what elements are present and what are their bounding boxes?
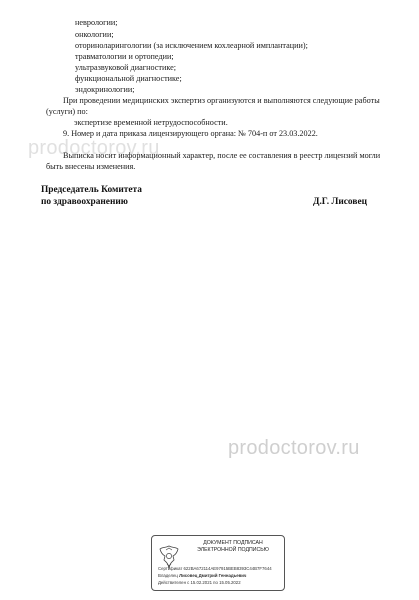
stamp-title [188,540,278,554]
list-item: ультразвуковой диагностике; [75,63,177,72]
stamp-owner-line [158,573,246,579]
stamp-title-line-2: ЭЛЕКТРОННОЙ ПОДПИСЬЮ [197,547,269,553]
signatory-position-line-1: Председатель Комитета [41,185,142,195]
expertise-paragraph-line-2: (услуги) по: [46,107,88,116]
list-item: травматологии и ортопедии; [75,52,174,61]
list-item: онкологии; [75,30,114,39]
list-item: неврологии; [75,18,118,27]
list-item: функциональной диагностике; [75,74,182,83]
list-item: эндокринологии; [75,85,135,94]
list-item: оториноларингологии (за исключением кохлеарной имплантации); [75,41,308,50]
stamp-validity: Действителен с 15.02.2021 по 15.05.2022 [158,580,241,585]
signatory-position-line-2: по здравоохранению [41,197,128,207]
signatory-name: Д.Г. Лисовец [313,197,368,207]
stamp-owner-label: Владелец [158,573,178,578]
expertise-item: экспертизе временной нетрудоспособности. [74,118,228,127]
stamp-owner: Лисовец Дмитрий Геннадьевич [179,573,247,578]
electronic-signature-stamp [151,535,285,591]
watermark-top: prodoctorov.ru [28,137,160,159]
watermark-bottom: prodoctorov.ru [228,437,360,459]
note-line-1: Выписка носит информационный характер, после ее составления в реестр лицензий могли [63,151,381,160]
stamp-certificate: Сертификат 622BA672114AE97915BEB8393C44B7F7644 [158,566,272,571]
order-number-line: 9. Номер и дата приказа лицензирующего органа: № 704-п от 23.03.2022. [63,129,318,138]
note-line-2: быть внесены изменения. [46,162,136,171]
expertise-paragraph-line-1: При проведении медицинских экспертиз организуются и выполняются следующие работы [63,96,380,105]
stamp-title-line-1: ДОКУМЕНТ ПОДПИСАН [203,540,263,546]
